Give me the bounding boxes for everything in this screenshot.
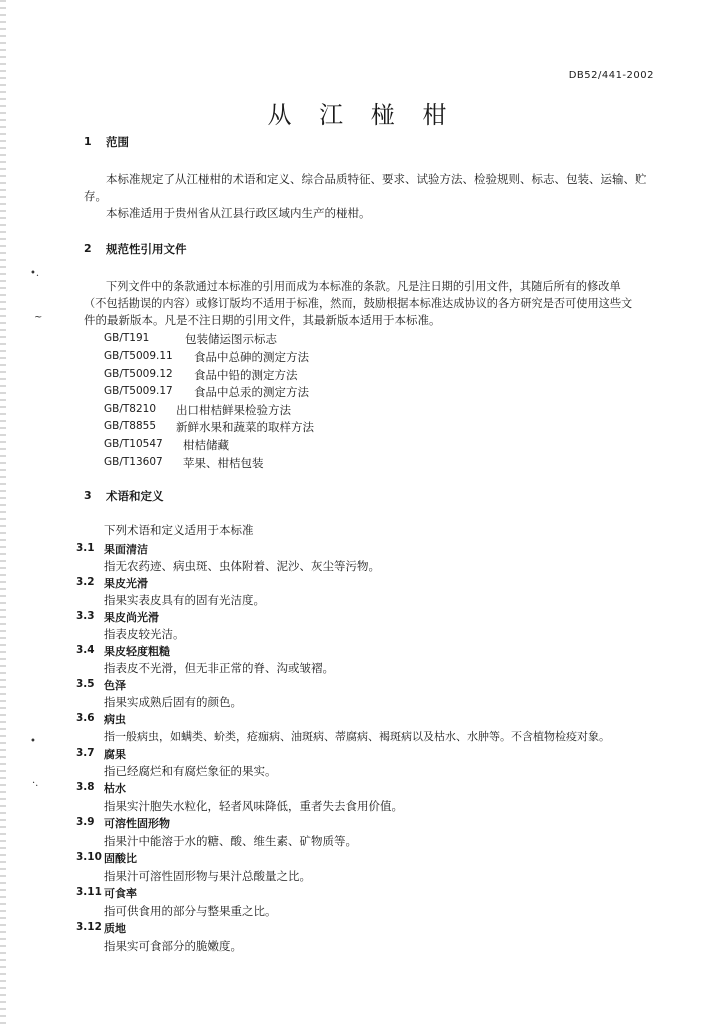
section-1-paragraph-1-line-1: 本标准规定了从江椪柑的术语和定义、综合品质特征、要求、试验方法、检验规则、标志、包装、运输、贮 xyxy=(106,172,647,186)
reference-code: GB/T5009.12 xyxy=(104,368,173,380)
term-name: 可溶性固形物 xyxy=(104,817,170,830)
term-name: 可食率 xyxy=(104,887,137,900)
scan-speck: •. xyxy=(30,268,40,279)
section-1-paragraph-2: 本标准适用于贵州省从江县行政区域内生产的椪柑。 xyxy=(106,206,371,220)
scan-speck: ·. xyxy=(32,778,39,789)
section-2-intro-line-3: 件的最新版本。凡是不注日期的引用文件，其最新版本适用于本标准。 xyxy=(84,313,441,327)
section-1-number: 1 xyxy=(84,135,92,148)
reference-title: 包装储运图示标志 xyxy=(185,332,277,346)
term-definition: 指果实表皮具有的固有光洁度。 xyxy=(104,593,265,607)
reference-code: GB/T5009.11 xyxy=(104,350,173,362)
term-number: 3.11 xyxy=(76,886,102,898)
reference-title: 柑桔储藏 xyxy=(183,438,229,452)
term-name: 枯水 xyxy=(104,782,126,795)
section-1-title: 范围 xyxy=(106,135,129,149)
section-3-intro: 下列术语和定义适用于本标准 xyxy=(104,523,254,537)
term-number: 3.2 xyxy=(76,576,95,588)
reference-code: GB/T191 xyxy=(104,332,150,344)
term-name: 果皮光滑 xyxy=(104,577,148,590)
term-number: 3.7 xyxy=(76,747,95,759)
term-definition: 指无农药迹、病虫斑、虫体附着、泥沙、灰尘等污物。 xyxy=(104,559,380,573)
term-definition: 指表皮不光滑，但无非正常的脊、沟或皱褶。 xyxy=(104,661,334,675)
scan-speck: ~ xyxy=(34,312,43,323)
term-number: 3.1 xyxy=(76,542,95,554)
term-definition: 指果汁中能溶于水的糖、酸、维生素、矿物质等。 xyxy=(104,834,357,848)
section-2-intro-line-2: （不包括勘误的内容）或修订版均不适用于标准，然而，鼓励根据本标准达成协议的各方研究是否可使用这些文 xyxy=(84,297,633,310)
term-number: 3.12 xyxy=(76,921,102,933)
term-definition: 指果实汁胞失水粒化，轻者风味降低，重者失去食用价值。 xyxy=(104,799,403,813)
section-1-paragraph-1-line-2: 存。 xyxy=(84,189,107,203)
term-definition: 指表皮较光洁。 xyxy=(104,627,185,641)
doc-code: DB52/441-2002 xyxy=(568,70,654,81)
term-definition: 指果实可食部分的脆嫩度。 xyxy=(104,939,242,953)
term-name: 色泽 xyxy=(104,679,126,692)
section-2-intro-line-1: 下列文件中的条款通过本标准的引用而成为本标准的条款。凡是注日期的引用文件，其随后所有的修改单 xyxy=(106,280,621,293)
section-3-number: 3 xyxy=(84,489,92,502)
term-number: 3.4 xyxy=(76,644,95,656)
reference-title: 食品中铅的测定方法 xyxy=(194,368,298,382)
scan-speck: • xyxy=(30,736,36,747)
term-name: 腐果 xyxy=(104,748,126,761)
reference-title: 食品中总砷的测定方法 xyxy=(194,350,309,364)
reference-title: 新鲜水果和蔬菜的取样方法 xyxy=(176,420,314,434)
term-number: 3.10 xyxy=(76,851,102,863)
term-number: 3.3 xyxy=(76,610,95,622)
reference-code: GB/T8855 xyxy=(104,420,157,432)
reference-title: 食品中总汞的测定方法 xyxy=(194,385,309,399)
term-number: 3.5 xyxy=(76,678,95,690)
section-2-number: 2 xyxy=(84,242,92,255)
term-definition: 指果实成熟后固有的颜色。 xyxy=(104,695,242,709)
section-3-title: 术语和定义 xyxy=(106,489,164,503)
term-name: 质地 xyxy=(104,922,126,935)
term-name: 病虫 xyxy=(104,713,126,726)
term-name: 固酸比 xyxy=(104,852,137,865)
reference-code: GB/T5009.17 xyxy=(104,385,173,397)
scan-edge xyxy=(0,0,6,1024)
term-number: 3.8 xyxy=(76,781,95,793)
term-definition: 指可供食用的部分与整果重之比。 xyxy=(104,904,277,918)
term-definition: 指一般病虫，如螨类、蚧类，疮痂病、油斑病、蒂腐病、褐斑病以及枯水、水肿等。不含植物检疫对象。 xyxy=(104,730,610,743)
term-name: 果面清洁 xyxy=(104,543,148,556)
doc-title: 从 江 椪 柑 xyxy=(267,101,457,129)
term-name: 果皮轻度粗糙 xyxy=(104,645,170,658)
term-definition: 指已经腐烂和有腐烂象征的果实。 xyxy=(104,764,277,778)
term-name: 果皮尚光滑 xyxy=(104,611,159,624)
reference-code: GB/T10547 xyxy=(104,438,163,450)
section-2-title: 规范性引用文件 xyxy=(106,242,187,256)
reference-title: 出口柑桔鲜果检验方法 xyxy=(176,403,291,417)
reference-code: GB/T13607 xyxy=(104,456,163,468)
term-number: 3.6 xyxy=(76,712,95,724)
reference-title: 苹果、柑桔包装 xyxy=(183,456,264,470)
reference-code: GB/T8210 xyxy=(104,403,157,415)
term-definition: 指果汁可溶性固形物与果汁总酸量之比。 xyxy=(104,869,311,883)
term-number: 3.9 xyxy=(76,816,95,828)
